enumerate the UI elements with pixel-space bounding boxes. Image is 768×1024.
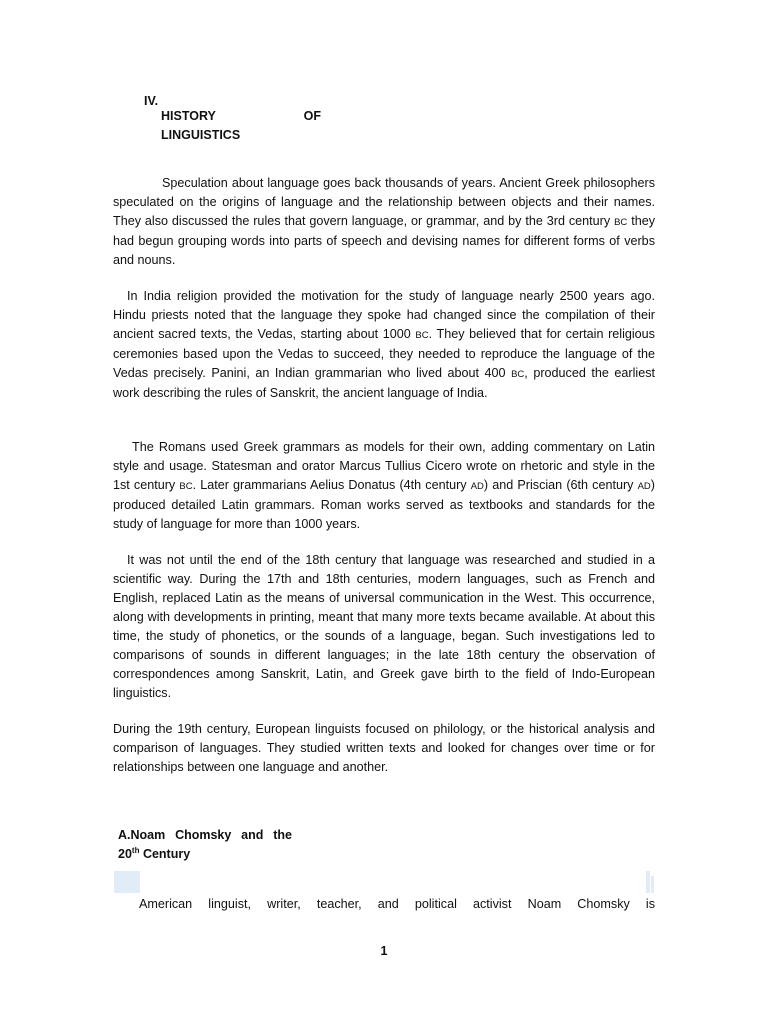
era-abbrev: BC — [511, 369, 525, 380]
page-number: 1 — [380, 944, 388, 958]
section-heading — [161, 107, 321, 145]
paragraph-19th-century: During the 19th century, European linguists focused on philology, or the historical analysis and comparison of languages. They studied written texts and looked for changes over time or for relationships between one language and another. — [113, 722, 655, 774]
subsection-heading-line-2: 20th Century — [118, 845, 191, 861]
section-numeral: IV. — [144, 94, 159, 108]
heading-word-history: HISTORY — [161, 109, 216, 123]
paragraph-greek: Speculation about language goes back thousands of years. Ancient Greek philosophers speculated on the origins of language and the relationship between objects and their names. They also discussed the rules that govern language, or grammar, and by the 3rd century BC they had begun grouping words into parts of speech and devising names for different forms of verbs and nouns. — [113, 176, 655, 267]
heading-word-of: OF — [303, 109, 321, 123]
paragraph-chomsky: American linguist, writer, teacher, and political activist Noam Chomsky is — [139, 897, 655, 911]
paragraph-india: In India religion provided the motivation for the study of language nearly 2500 years ago. Hindu priests noted that the language they spoke had changed since the compilation of their ancient sacred texts, the Vedas, starting about 1000 BC. They believed that for certain religious ceremonies based upon the Vedas to succeed, they needed to reproduce the language of the Vedas precisely. Panini, an Indian grammarian who lived about 400 BC, produced the earliest work describing the rules of Sanskrit, the ancient language of India. — [113, 289, 655, 400]
era-abbrev: BC — [415, 330, 429, 341]
heading-word-linguistics: LINGUISTICS — [161, 128, 241, 142]
scan-artifact-right — [651, 876, 654, 893]
scan-artifact-left — [114, 871, 140, 893]
paragraph-romans: The Romans used Greek grammars as models for their own, adding commentary on Latin style and usage. Statesman and orator Marcus Tullius Cicero wrote on rhetoric and style in the 1st century BC. Later grammarians Aelius Donatus (4th century AD) and Priscian (6th century AD) produced detailed Latin grammars. Roman works served as textbooks and standards for the study of language for more than 1000 years. — [113, 440, 655, 531]
subsection-heading — [118, 826, 292, 864]
era-abbrev: BC — [179, 481, 193, 492]
subsection-heading-line-1: A.Noam Chomsky and the — [118, 828, 292, 842]
era-abbrev: AD — [637, 481, 651, 492]
scan-artifact-right — [646, 871, 650, 893]
paragraph-18th-century: It was not until the end of the 18th century that language was researched and studied in a scientific way. During the 17th and 18th centuries, modern languages, such as French and English, replaced Latin as the means of universal communication in the West. This occurrence, along with developments in printing, meant that many more texts became available. At about this time, the study of phonetics, or the sounds of a language, began. Such investigations led to comparisons of sounds in different languages; in the late 18th century the observation of correspondences among Sanskrit, Latin, and Greek gave birth to the field of Indo-European linguistics. — [113, 553, 655, 700]
era-abbrev: BC — [614, 217, 628, 228]
section-heading-line-1 — [161, 107, 321, 126]
era-abbrev: AD — [470, 481, 484, 492]
